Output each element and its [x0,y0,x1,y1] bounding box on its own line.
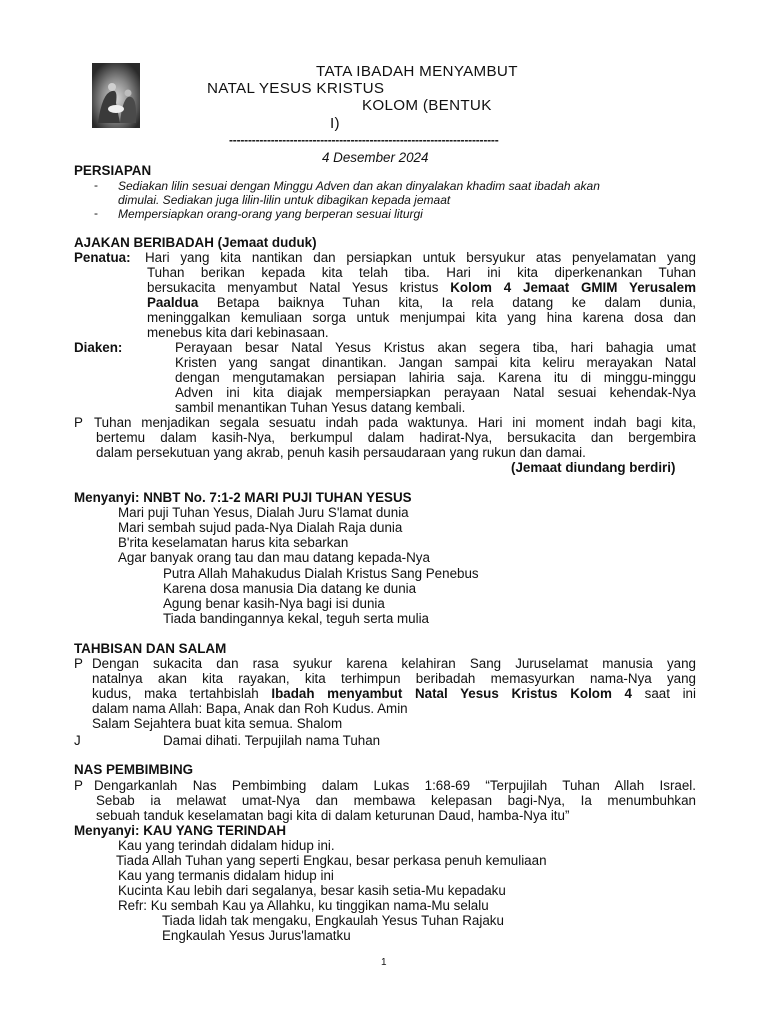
speaker-label-diaken: Diaken: [74,340,123,355]
speaker-label-p: P [74,656,83,671]
song1-verse2-line-3: Agung benar kasih-Nya bagi isi dunia [163,596,385,611]
diaken-line-4: Adven ini kita diajak mempersiapkan perayaan Natal sesuai kehendak-Nya [175,385,696,400]
song2-refrain-line-1: Refr: Ku sembah Kau ya Allahku, ku tinggikan nama-Mu selalu [118,898,489,913]
song1-verse1-line-2: Mari sembah sujud pada-Nya Dialah Raja dunia [118,520,403,535]
tahbisan-line-2: natalnya akan kita rayakan, kita terhimpun beribadah memasyurkan nama-Nya yang [92,671,696,686]
song2-line-1: Kau yang terindah didalam hidup ini. [118,838,335,853]
tahbisan-line-4: dalam nama Allah: Bapa, Anak dan Roh Kudus. Amin [92,701,408,716]
jemaat-response: Damai dihati. Terpujilah nama Tuhan [163,733,381,748]
title-line-3: KOLOM (BENTUK [362,97,492,114]
page-number: 1 [381,957,387,968]
persiapan-item-1-line-2: dimulai. Sediakan juga lilin-lilin untuk dibagikan kepada jemaat [118,193,451,207]
penatua-line-5: meninggalkan kemuliaan sorga untuk menjumpai kita yang hina karena dosa dan [147,310,696,325]
section-heading-ajakan: AJAKAN BERIBADAH (Jemaat duduk) [74,235,317,250]
diaken-line-1: Perayaan besar Natal Yesus Kristus akan segera tiba, hari bahagia umat [175,340,696,355]
speaker-label-p: P [74,778,83,793]
penatua-line-2: Tuhan berikan kepada kita telah tiba. Hari ini kita diperkenankan Tuhan [147,265,696,280]
song1-verse1-line-3: B'rita keselamatan harus kita sebarkan [118,535,349,550]
nas-line-1: Dengarkanlah Nas Pembimbing dalam Lukas 1:68-69 “Terpujilah Tuhan Allah Israel. [94,778,696,793]
title-line-4: I) [330,115,340,132]
song2-refrain-line-2: Tiada lidah tak mengaku, Engkaulah Yesus Tuhan Rajaku [162,913,504,928]
bullet-dash: - [94,206,98,220]
song-heading-2: Menyanyi: KAU YANG TERINDAH [74,823,287,838]
title-line-1: TATA IBADAH MENYAMBUT [316,63,518,80]
penatua-line-3: bersukacita menyambut Natal Yesus kristus Kolom 4 Jemaat GMIM Yerusalem [147,280,697,295]
tahbisan-line-3: kudus, maka tertahbislah Ibadah menyambut Natal Yesus Kristus Kolom 4 saat ini [92,686,696,701]
section-heading-tahbisan: TAHBISAN DAN SALAM [74,641,227,656]
p-line-1: Tuhan menjadikan segala sesuatu indah pada waktunya. Hari ini moment indah bagi kita, [94,415,696,430]
speaker-label-j: J [74,733,81,748]
song1-verse2-line-1: Putra Allah Mahakudus Dialah Kristus Sang Penebus [163,566,479,581]
penatua-line-6: menebus kita dari kebinasaan. [147,325,329,340]
song-heading-1: Menyanyi: NNBT No. 7:1-2 MARI PUJI TUHAN YESUS [74,490,412,505]
nas-line-3: sebuah tanduk keselamatan bagi kita di dalam keturunan Daud, hamba-Nya itu” [96,808,570,823]
song1-verse1-line-1: Mari puji Tuhan Yesus, Dialah Juru S'lamat dunia [118,505,409,520]
p-line-2: bertemu dalam kasih-Nya, berkumpul dalam hadirat-Nya, bersukacita dan bergembira [96,430,696,445]
diaken-line-3: dengan mengutamakan persiapan lahiria saja. Karena itu di minggu-minggu [175,370,696,385]
speaker-label-penatua: Penatua: [74,250,131,265]
diaken-line-5: sambil menantikan Tuhan Yesus datang kembali. [175,400,466,415]
document-date: 4 Desember 2024 [322,150,429,165]
title-rule: ----------------------------------------------------------------------- [229,133,499,147]
section-heading-nas: NAS PEMBIMBING [74,762,194,777]
speaker-label-p: P [74,415,83,430]
persiapan-item-1-line-1: Sediakan lilin sesuai dengan Minggu Adven dan akan dinyalakan khadim saat ibadah akan [118,179,600,193]
penatua-line-1: Hari yang kita nantikan dan persiapkan untuk bersyukur atas penyelamatan yang [145,250,696,265]
tahbisan-line-5: Salam Sejahtera buat kita semua. Shalom [92,716,343,731]
song1-verse1-line-4: Agar banyak orang tau dan mau datang kepada-Nya [118,550,430,565]
nas-line-2: Sebab ia melawat umat-Nya dan membawa kelepasan bagi-Nya, Ia menumbuhkan [96,793,696,808]
diaken-line-2: Kristen yang sangat dinantikan. Jangan sampai kita keliru merayakan Natal [175,355,696,370]
bullet-dash: - [94,178,98,192]
penatua-line-4: Paaldua Betapa baiknya Tuhan kita, Ia rela datang ke dalam dunia, [147,295,696,310]
persiapan-item-2: Mempersiapkan orang-orang yang berperan sesuai liturgi [118,207,423,221]
song1-verse2-line-4: Tiada bandingannya kekal, teguh serta mulia [163,611,430,626]
p-line-3: dalam persekutuan yang akrab, penuh kasih persaudaraan yang rukun dan damai. [96,445,586,460]
song1-verse2-line-2: Karena dosa manusia Dia datang ke dunia [163,581,417,596]
song2-line-3: Kau yang termanis didalam hidup ini [118,868,334,883]
tahbisan-line-1: Dengan sukacita dan rasa syukur karena kelahiran Sang Juruselamat manusia yang [92,656,696,671]
nativity-image [92,63,140,128]
song2-refrain-line-3: Engkaulah Yesus Jurus'lamatku [162,928,351,943]
section-heading-persiapan: PERSIAPAN [74,163,152,178]
stage-direction: (Jemaat diundang berdiri) [511,460,676,475]
title-line-2: NATAL YESUS KRISTUS [207,80,385,97]
song2-line-2: Tiada Allah Tuhan yang seperti Engkau, besar perkasa penuh kemuliaan [116,853,547,868]
song2-line-4: Kucinta Kau lebih dari segalanya, besar kasih setia-Mu kepadaku [118,883,506,898]
